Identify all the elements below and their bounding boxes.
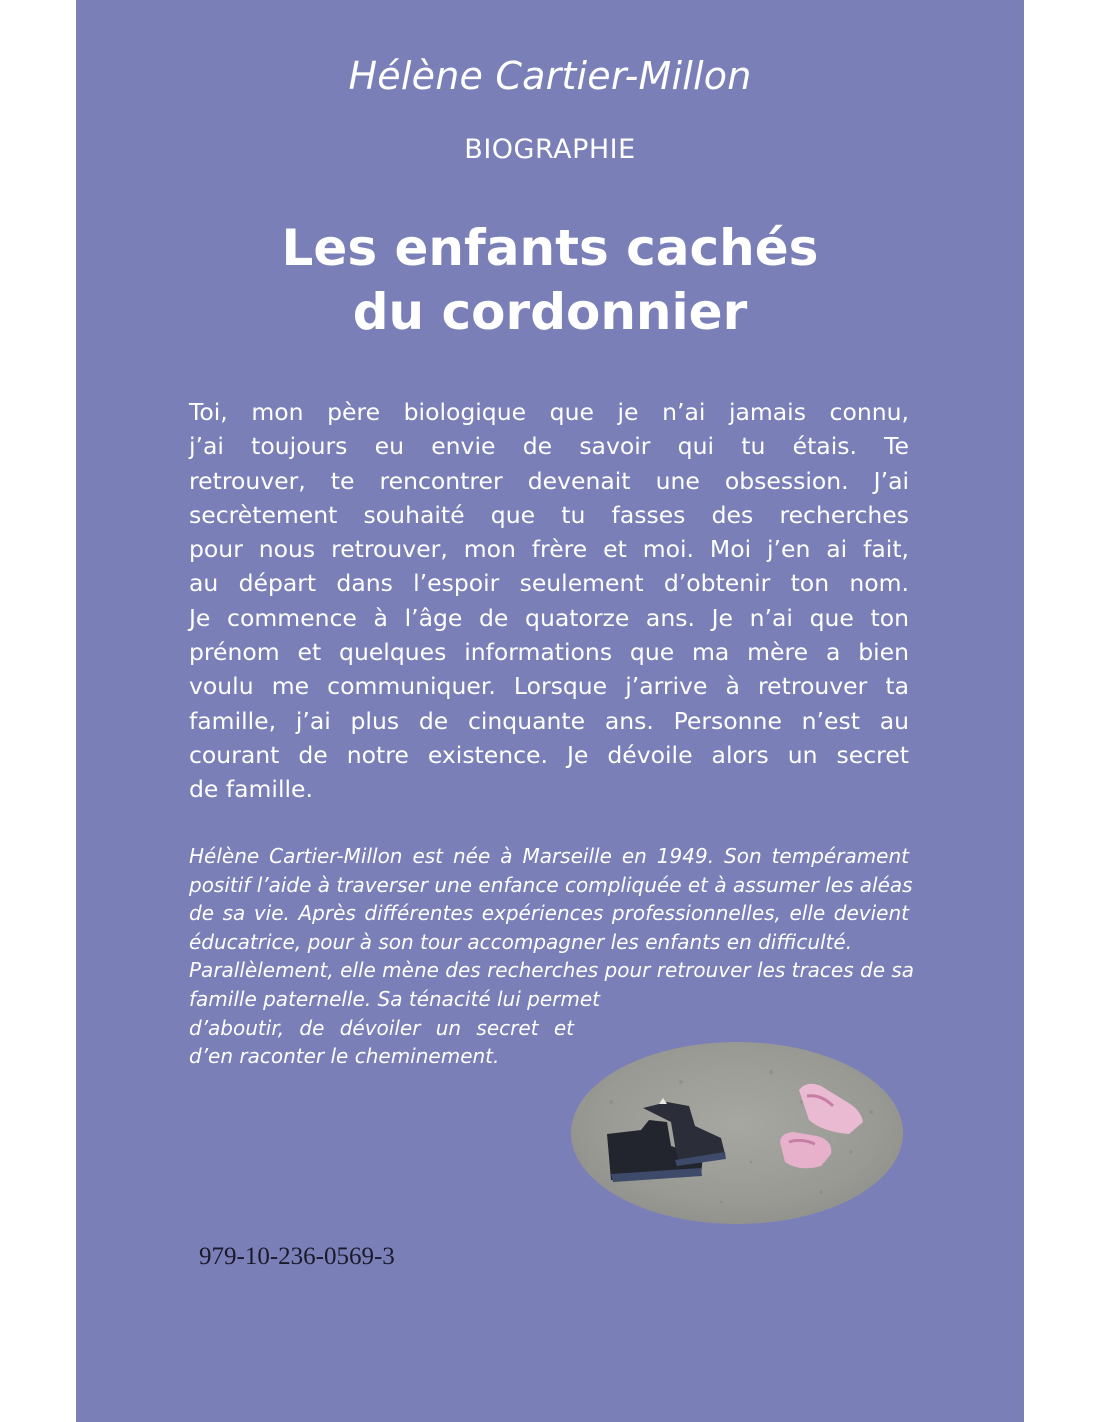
author-bio: [189, 842, 915, 1071]
bio-line: Hélène Cartier-Millon est née à Marseille en 1949. Son tempérament: [189, 844, 909, 868]
genre-label: BIOGRAPHIE: [464, 134, 636, 165]
bio-line: d’en raconter le cheminement.: [189, 1044, 500, 1069]
synopsis: [189, 395, 909, 807]
bio-line: de sa vie. Après différentes expériences professionnelles, elle devient: [189, 901, 909, 926]
book-back-cover: [76, 0, 1024, 1422]
bio-line: Parallèlement, elle mène des recherches pour retrouver les traces de sa: [189, 958, 915, 983]
bio-line: famille paternelle. Sa ténacité lui permet: [189, 986, 600, 1011]
book-title: [76, 216, 1024, 344]
synopsis-line: au départ dans l’espoir seulement d’obtenir ton nom.: [189, 569, 909, 598]
synopsis-line: Toi, mon père biologique que je n’ai jamais connu,: [189, 398, 909, 426]
book-title-line: du cordonnier: [352, 283, 748, 341]
synopsis-line: j’ai toujours eu envie de savoir qui tu étais. Te: [189, 432, 909, 461]
bio-line: positif l’aide à traverser une enfance compliquée et à assumer les aléas: [189, 872, 913, 897]
synopsis-line: retrouver, te rencontrer devenait une obsession. J’ai: [189, 466, 909, 495]
synopsis-line: pour nous retrouver, mon frère et moi. Moi j’en ai fait,: [189, 535, 909, 564]
bio-line: éducatrice, pour à son tour accompagner les enfants en difficulté.: [189, 929, 853, 954]
synopsis-line: Je commence à l’âge de quatorze ans. Je n’ai que ton: [189, 603, 909, 632]
synopsis-line: courant de notre existence. Je dévoile alors un secret: [189, 740, 909, 769]
synopsis-line: secrètement souhaité que tu fasses des recherches: [189, 500, 909, 529]
synopsis-line: de famille.: [189, 775, 313, 804]
synopsis-line: prénom et quelques informations que ma mère a bien: [189, 638, 909, 667]
bio-line: d’aboutir, de dévoiler un secret et: [189, 1015, 574, 1040]
synopsis-line: famille, j’ai plus de cinquante ans. Personne n’est au: [189, 706, 909, 735]
book-title-line: Les enfants cachés: [281, 219, 819, 277]
isbn: 979-10-236-0569-3: [199, 1243, 395, 1270]
shoes-photo: [571, 1042, 903, 1224]
author-name: Hélène Cartier-Millon: [348, 54, 752, 98]
synopsis-line: voulu me communiquer. Lorsque j’arrive à retrouver ta: [189, 672, 909, 701]
